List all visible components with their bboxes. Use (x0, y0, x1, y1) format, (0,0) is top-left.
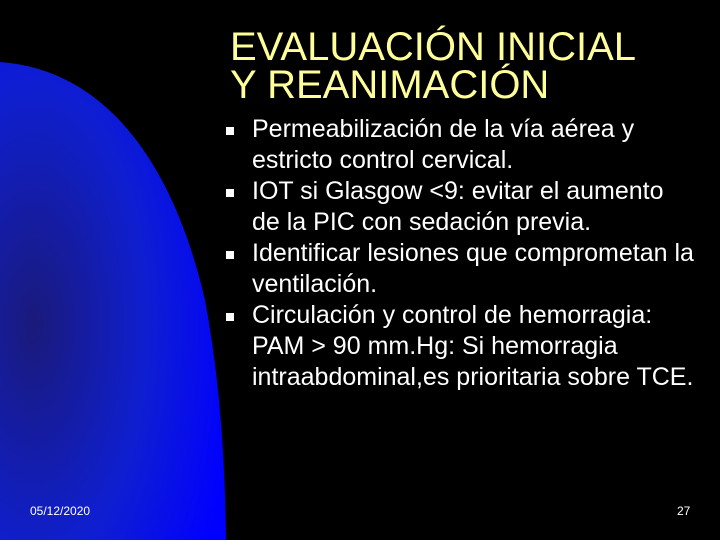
footer-date: 05/12/2020 (30, 504, 91, 518)
slide-title (230, 25, 710, 107)
title-line-1: EVALUACIÓN INICIAL (230, 25, 637, 69)
square-bullet-icon (226, 313, 234, 321)
title-line-2: Y REANIMACIÓN (230, 63, 550, 107)
bullet-item (226, 176, 696, 238)
bullet-text: Circulación y control de hemorragia: PAM > 90 mm.Hg: Si hemorragia intraabdominal,es prioritaria sobre TCE. (252, 301, 694, 391)
page-number: 27 (677, 504, 691, 518)
blue-curved-shape (0, 62, 226, 540)
square-bullet-icon (226, 189, 234, 197)
bullet-item (226, 300, 696, 393)
bullet-text: Permeabilización de la vía aérea y estricto control cervical. (252, 115, 635, 174)
bullet-item (226, 238, 696, 300)
bullet-list (226, 114, 696, 393)
bullet-text: Identificar lesiones que comprometan la ventilación. (252, 239, 694, 298)
square-bullet-icon (226, 251, 234, 259)
bullet-text: IOT si Glasgow <9: evitar el aumento de la PIC con sedación previa. (252, 177, 664, 236)
square-bullet-icon (226, 127, 234, 135)
bullet-item (226, 114, 696, 176)
